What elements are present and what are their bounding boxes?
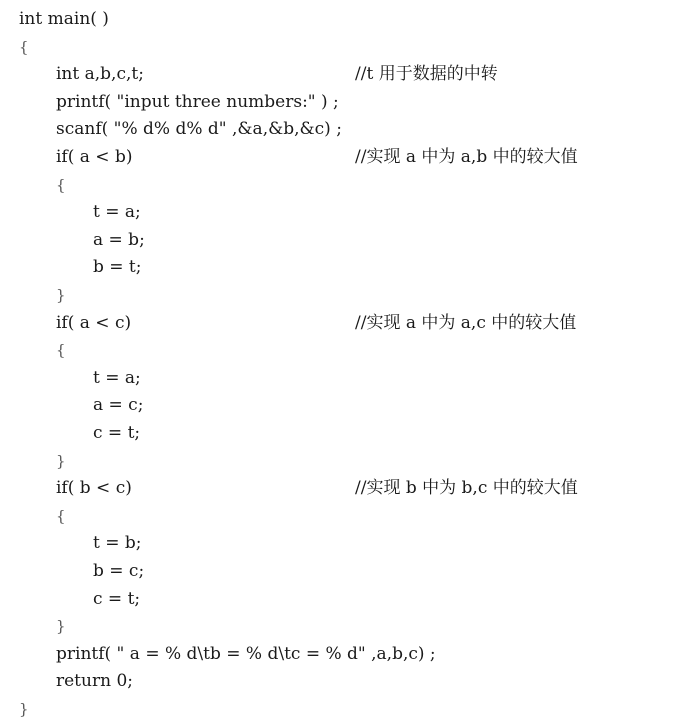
code-comment: //实现 b 中为 b,c 中的较大值: [355, 478, 578, 498]
code-line: [0, 531, 693, 555]
code-line: [0, 559, 693, 583]
code-brace-line: [0, 35, 693, 59]
code-line: [0, 255, 693, 279]
brace-text: }: [56, 617, 66, 635]
brace-text: {: [56, 507, 66, 525]
code-brace-line: [0, 449, 693, 473]
brace-text: }: [19, 700, 29, 718]
code-statement: a = b;: [93, 230, 145, 250]
code-line: [0, 421, 693, 445]
code-statement: printf( "input three numbers:" ) ;: [56, 92, 339, 112]
code-statement: b = c;: [93, 561, 145, 581]
code-statement: c = t;: [93, 589, 141, 609]
code-brace-line: [0, 614, 693, 638]
code-statement: if( a < b): [56, 147, 133, 167]
code-brace-line: [0, 504, 693, 528]
code-comment: //t 用于数据的中转: [355, 64, 498, 84]
code-statement: t = a;: [93, 202, 141, 222]
code-statement: b = t;: [93, 257, 142, 277]
code-line: [0, 311, 693, 335]
code-statement: int main( ): [19, 9, 109, 29]
code-statement: printf( " a = % d\tb = % d\tc = % d" ,a,b,c) ;: [56, 644, 436, 664]
code-brace-line: [0, 338, 693, 362]
code-line: [0, 62, 693, 86]
code-line: [0, 393, 693, 417]
code-line: [0, 228, 693, 252]
code-statement: int a,b,c,t;: [56, 64, 144, 84]
code-brace-line: [0, 283, 693, 307]
code-line: [0, 200, 693, 224]
code-brace-line: [0, 697, 693, 721]
code-line: [0, 669, 693, 693]
code-statement: if( b < c): [56, 478, 132, 498]
code-line: [0, 90, 693, 114]
code-statement: t = b;: [93, 533, 142, 553]
brace-text: }: [56, 286, 66, 304]
code-line: [0, 145, 693, 169]
code-line: [0, 7, 693, 31]
code-line: [0, 587, 693, 611]
code-statement: c = t;: [93, 423, 141, 443]
code-statement: scanf( "% d% d% d" ,&a,&b,&c) ;: [56, 119, 342, 139]
code-statement: return 0;: [56, 671, 133, 691]
code-brace-line: [0, 173, 693, 197]
brace-text: {: [56, 341, 66, 359]
code-comment: //实现 a 中为 a,c 中的较大值: [355, 313, 577, 333]
brace-text: }: [56, 452, 66, 470]
code-line: [0, 642, 693, 666]
code-statement: t = a;: [93, 368, 141, 388]
code-comment: //实现 a 中为 a,b 中的较大值: [355, 147, 578, 167]
code-line: [0, 117, 693, 141]
code-statement: a = c;: [93, 395, 144, 415]
brace-text: {: [19, 38, 29, 56]
code-statement: if( a < c): [56, 313, 132, 333]
code-line: [0, 366, 693, 390]
code-line: [0, 476, 693, 500]
brace-text: {: [56, 176, 66, 194]
